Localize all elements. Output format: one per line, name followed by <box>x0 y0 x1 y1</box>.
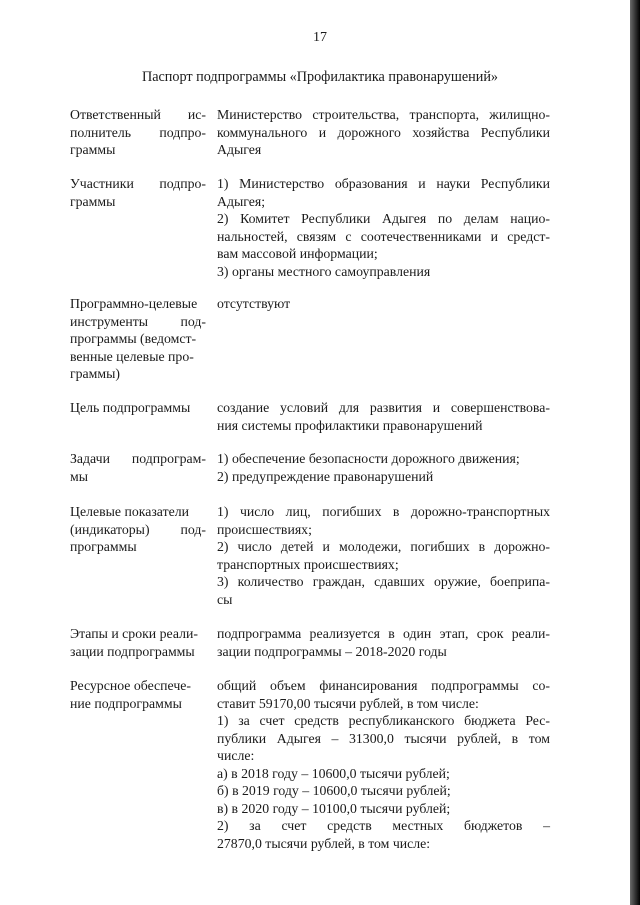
label-line: программы <box>70 539 137 554</box>
label-line: инструменты под- <box>70 313 206 329</box>
value-line: Адыгея; <box>217 193 266 209</box>
value-line: 3) количество граждан, сдавших оружие, боеприпа- <box>217 574 550 589</box>
row-value <box>217 450 550 485</box>
value-line: 1) обеспечение безопасности дорожного движения; <box>217 451 520 466</box>
page-number: 17 <box>313 30 327 45</box>
label-line: (индикаторы) под- <box>70 521 206 537</box>
label-line: Ресурсное обеспече- <box>70 678 191 693</box>
label-line: Целевые показатели <box>70 504 189 519</box>
label-line: Участники подпро- <box>70 176 206 191</box>
document-title: Паспорт подпрограммы «Профилактика правонарушений» <box>141 69 499 85</box>
value-line: подпрограмма реализуется в один этап, срок реали- <box>217 626 550 641</box>
value-line: а) в 2018 году – 10600,0 тысячи рублей; <box>217 765 450 781</box>
label-line: граммы <box>70 193 116 209</box>
label-line: граммы <box>70 142 116 157</box>
value-line: ния системы профилактики правонарушений <box>217 417 483 433</box>
label-line: граммы) <box>70 366 121 381</box>
value-line: Адыгея <box>217 142 262 157</box>
value-line: ставит 59170,00 тысячи рублей, в том числе: <box>217 695 479 711</box>
value-line: коммунального и дорожного хозяйства Республики <box>217 124 550 140</box>
scan-edge <box>630 0 640 905</box>
value-line: зации подпрограммы – 2018-2020 годы <box>217 643 447 659</box>
row-label <box>70 625 206 660</box>
label-line: полнитель подпро- <box>70 124 206 140</box>
row-value <box>217 399 550 434</box>
label-line: зации подпрограммы <box>70 643 195 659</box>
label-line: мы <box>70 468 89 484</box>
label-line: Этапы и сроки реали- <box>70 626 198 641</box>
row-value <box>217 625 550 660</box>
row-value <box>217 175 550 280</box>
value-line: транспортных происшествиях; <box>217 556 399 572</box>
value-line: общий объем финансирования подпрограммы со- <box>217 678 550 693</box>
value-line: нальностей, связям с соотечественниками и средст- <box>217 228 550 244</box>
row-value <box>217 106 550 159</box>
row-label <box>70 399 206 417</box>
value-line: создание условий для развития и совершенствова- <box>217 400 550 415</box>
label-line: Программно-целевые <box>70 296 198 311</box>
value-line: вам массовой информации; <box>217 246 378 261</box>
row-value <box>217 503 550 608</box>
value-line: 2) за счет средств местных бюджетов – <box>217 818 550 833</box>
value-line: происшествиях; <box>217 521 312 537</box>
row-label <box>70 503 206 556</box>
row-label <box>70 106 206 159</box>
label-line: Ответственный ис- <box>70 107 206 122</box>
row-label <box>70 295 206 383</box>
row-value <box>217 677 550 852</box>
row-label <box>70 175 206 210</box>
value-line: 1) Министерство образования и науки Республики <box>217 176 550 191</box>
value-line: 2) предупреждение правонарушений <box>217 468 434 484</box>
row-label <box>70 677 206 712</box>
label-line: программы (ведомст- <box>70 331 197 346</box>
value-line: отсутствуют <box>217 296 291 311</box>
value-line: 2) число детей и молодежи, погибших в дорожно- <box>217 539 550 554</box>
value-line: публики Адыгея – 31300,0 тысячи рублей, в том <box>217 730 550 746</box>
value-line: сы <box>217 591 233 607</box>
value-line: 3) органы местного самоуправления <box>217 263 431 279</box>
label-line: венные целевые про- <box>70 348 194 364</box>
value-line: числе: <box>217 748 255 763</box>
value-line: в) в 2020 году – 10100,0 тысячи рублей; <box>217 800 451 816</box>
row-value <box>217 295 550 313</box>
value-line: Министерство строительства, транспорта, жилищно- <box>217 107 550 122</box>
value-line: 1) число лиц, погибших в дорожно-транспортных <box>217 504 550 519</box>
value-line: б) в 2019 году – 10600,0 тысячи рублей; <box>217 783 451 798</box>
label-line: ние подпрограммы <box>70 695 182 711</box>
value-line: 2) Комитет Республики Адыгея по делам нацио- <box>217 211 550 226</box>
row-label <box>70 450 206 485</box>
label-line: Задачи подпрограм- <box>70 451 206 466</box>
value-line: 27870,0 тысячи рублей, в том числе: <box>217 835 431 851</box>
value-line: 1) за счет средств республиканского бюджета Рес- <box>217 713 550 728</box>
label-line: Цель подпрограммы <box>70 400 191 415</box>
